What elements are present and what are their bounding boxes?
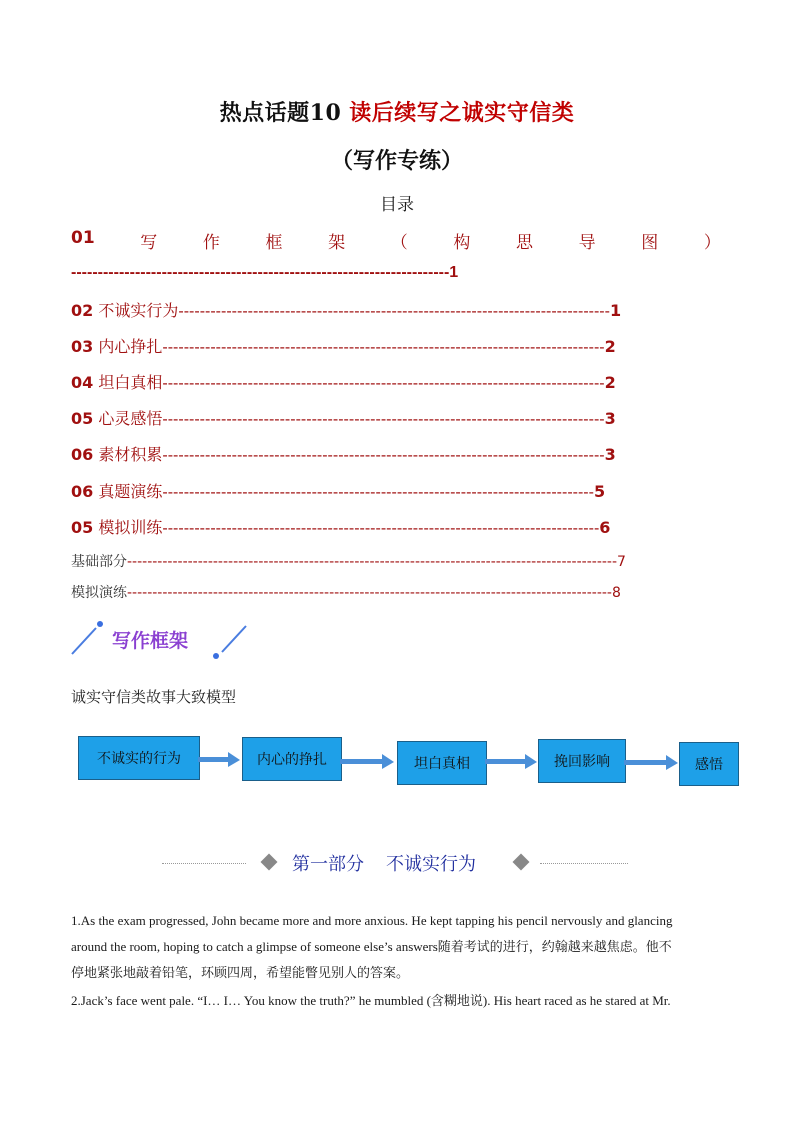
flow-step-label: 坦白真相 [414,756,470,772]
toc-label: 心灵感悟 [98,409,163,428]
toc-label: 真题演练 [98,482,163,501]
toc-row-1-number: 01 [71,228,95,248]
diamond-icon [261,854,278,871]
toc-label: 不诚实行为 [98,301,179,320]
part-heading-text [292,850,476,876]
toc-row-1-char: （ [390,233,408,253]
example-paragraph [71,908,721,986]
flow-step-label: 挽回影响 [554,754,610,770]
toc-row-1-char: 构 [453,233,471,253]
toc-leader: --------------------------------------------------------------------------------- [178,303,610,320]
toc-page: 2 [604,337,616,356]
toc-sub-row[interactable] [71,551,698,571]
flow-step [78,736,200,780]
document-title [0,96,794,127]
toc-row-1-char: 作 [202,233,220,253]
toc-sub-label: 模拟演练 [71,585,127,601]
paragraph-line: 1.As the exam progressed, John became more and more anxious. He kept tapping his pencil nervously and glancing [71,913,673,928]
paragraph-line: around the room, hoping to catch a glimpse of someone else’s answers随着考试的进行，约翰越来越焦虑。他不 [71,939,672,954]
arrow-right-icon [198,750,242,770]
toc-page: 1 [609,301,622,320]
toc-sub-page: 8 [611,585,621,601]
title-prefix: 热点话题10 [219,100,342,126]
diamond-icon [513,854,530,871]
toc-number: 06 [71,482,94,501]
toc-number: 02 [71,301,94,320]
toc-row-1-leader: -----------------------------------------------------------------------1 [71,264,459,281]
toc-row-1-char: 思 [516,233,534,253]
title-highlight: 读后续写之诚实守信类 [349,100,575,126]
part-name: 不诚实行为 [386,854,476,875]
toc-number: 05 [71,409,94,428]
toc-leader: --------------------------------------------------------------------------------- [162,484,594,501]
toc-heading: 目录 [380,195,414,215]
flow-step [679,742,739,786]
flow-step [538,739,626,783]
toc-leader: ----------------------------------------------------------------------------------- [162,447,605,464]
toc-row-1-char: ） [703,233,721,253]
toc-row[interactable] [71,370,716,392]
toc-row[interactable] [71,479,694,501]
flow-step-label: 内心的挣扎 [257,752,327,768]
toc-page: 6 [599,518,611,537]
flow-step [397,741,487,785]
toc-sub-label: 基础部分 [71,554,127,570]
paragraph-line: 停地紧张地敲着铅笔，环顾四周，希望能瞥见别人的答案。 [71,965,410,980]
toc-label: 素材积累 [98,445,163,464]
divider [540,863,628,864]
flow-step [242,737,342,781]
toc-number: 05 [71,518,94,537]
toc-sub-leader: ------------------------------------------------------------------------------------------------ [127,585,612,601]
toc-row[interactable] [71,442,716,464]
toc-row-1[interactable] [71,228,721,252]
toc-leader: ----------------------------------------------------------------------------------- [162,339,605,356]
part-heading [0,848,794,878]
toc-leader: ----------------------------------------------------------------------------------- [162,411,605,428]
toc-row[interactable] [71,298,716,320]
toc-label: 内心挣扎 [98,337,163,356]
toc-sub-page: 7 [617,554,626,570]
flow-step-label: 不诚实的行为 [97,751,181,767]
toc-row[interactable] [71,334,716,356]
toc-number: 03 [71,337,94,356]
toc-label: 模拟训练 [98,518,163,537]
section-banner-title: 写作框架 [112,630,189,652]
divider [162,863,246,864]
example-paragraph [71,988,721,1014]
toc-page: 2 [604,373,616,392]
toc-row[interactable] [71,406,716,428]
section-banner [70,620,250,660]
arrow-right-icon [485,752,539,772]
part-number: 第一部分 [292,854,364,875]
toc-label: 坦白真相 [98,373,163,392]
toc-number: 04 [71,373,94,392]
toc-leader: ---------------------------------------------------------------------------------- [162,520,600,537]
toc-row-1-char: 架 [328,233,346,253]
toc-page: 3 [604,445,616,464]
arrow-right-icon [340,752,396,772]
model-title: 诚实守信类故事大致模型 [71,688,237,706]
toc-row-1-char: 导 [578,233,596,253]
toc-row[interactable] [71,515,698,537]
toc-sub-leader: ------------------------------------------------------------------------------------------------- [127,554,618,570]
toc-sub-row[interactable] [71,582,691,602]
toc-page: 5 [593,482,606,501]
toc-row-1-char: 写 [140,233,158,253]
paragraph-line: 2.Jack’s face went pale. “I… I… You know the truth?” he mumbled (含糊地说). His heart raced as he stared at Mr. [71,993,671,1008]
toc-row-1-char: 框 [265,233,283,253]
toc-row-1-char: 图 [641,233,659,253]
document-subtitle: （写作专练） [330,148,463,174]
toc-number: 06 [71,445,94,464]
toc-page: 3 [604,409,616,428]
arrow-right-icon [624,753,680,773]
toc-leader: ----------------------------------------------------------------------------------- [162,375,605,392]
flow-step-label: 感悟 [695,757,723,773]
